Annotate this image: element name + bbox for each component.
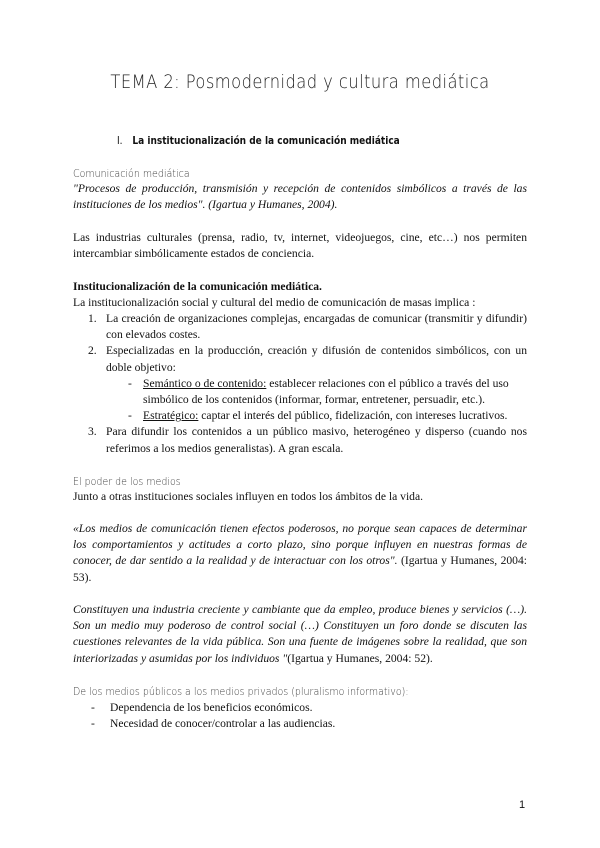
list-item <box>73 424 527 456</box>
poder-quote-2 <box>73 602 527 667</box>
dash-marker: - <box>91 717 95 731</box>
list-item <box>73 343 527 424</box>
item-text: Dependencia de los beneficios económicos. <box>110 701 313 714</box>
sublist-label: Semántico o de contenido: <box>143 376 267 390</box>
poder-paragraph: Junto a otras instituciones sociales influyen en todos los ámbitos de la vida. <box>73 490 424 503</box>
instit-intro: La institucionalización social y cultural del medio de comunicación de masas implica : <box>73 296 476 309</box>
item-text: Necesidad de conocer/controlar a las audiencias. <box>110 717 336 731</box>
dash-marker: - <box>91 701 95 714</box>
item-text: Para difundir los contenidos a un público masivo, heterogéneo y disperso (cuando nos referimos a los medios generalistas). A gran escala. <box>106 425 527 455</box>
sublist-text: establecer relaciones con el público a través del uso simbólico de los contenidos (informar, formar, entretener, persuadir, etc.). <box>143 376 509 407</box>
quote-text: Constituyen una industria creciente y cambiante que da empleo, produce bienes y servicios (…). Son un medio muy poderoso de control social (…) Constituyen un foro donde se discuten las cuestiones relevantes de la vida pública. Son una fuente de imágenes sobre la realidad, que son interiorizadas y asumidas por los individuos " <box>73 603 527 665</box>
sublist-label: Estratégico: <box>143 409 199 423</box>
sublist-item <box>106 376 527 408</box>
item-number: 2. <box>88 344 97 358</box>
subheading-publicos: De los medios públicos a los medios privados (pluralismo informativo): <box>73 685 409 698</box>
sublist-item <box>106 408 527 424</box>
section-number: I. <box>117 134 123 147</box>
publicos-list <box>73 700 527 732</box>
instit-heading: Institucionalización de la comunicación mediática. <box>73 280 322 293</box>
item-number: 3. <box>88 425 97 439</box>
instit-list <box>73 311 527 457</box>
sublist-text: captar el interés del público, fidelización, con intereses lucrativos. <box>198 409 508 423</box>
list-item <box>73 700 527 716</box>
document-title: TEMA 2: Posmodernidad y cultura mediática <box>110 71 490 93</box>
item-text: La creación de organizaciones complejas, encargadas de comunicar (transmitir y difundir) con elevados costes. <box>106 312 527 342</box>
quote-text: «Los medios de comunicación tienen efectos poderosos, no porque sean capaces de determinar los comportamientos y actitudes a corto plazo, sino porque influyen en nuestras formas de conocer, de dar sentido a la realidad y de interactuar con los otros". <box>73 522 527 568</box>
poder-quote-1 <box>73 521 527 586</box>
page-number: 1 <box>519 799 526 811</box>
section-heading <box>117 133 400 149</box>
quote-citation: (Igartua y Humanes, 2004: 53). <box>73 554 527 584</box>
industrias-paragraph: Las industrias culturales (prensa, radio, tv, internet, videojuegos, cine, etc…) nos permiten intercambiar simbólicamente estados de conciencia. <box>73 231 527 261</box>
item-text: Especializadas en la producción, creación y difusión de contenidos simbólicos, con un doble objetivo: <box>106 344 527 374</box>
definition-quote: "Procesos de producción, transmisión y recepción de contenidos simbólicos a través de las instituciones de los medios". (Igartua y Humanes, 2004). <box>73 182 527 212</box>
section-title: La institucionalización de la comunicación mediática <box>132 134 400 147</box>
dash-marker: - <box>128 409 132 423</box>
list-item <box>73 716 527 732</box>
subheading-poder: El poder de los medios <box>73 475 181 488</box>
objetivo-sublist <box>106 376 527 425</box>
quote-citation: (Igartua y Humanes, 2004: 52). <box>287 651 433 665</box>
item-number: 1. <box>88 312 97 325</box>
dash-marker: - <box>128 376 132 390</box>
subheading-comunicacion: Comunicación mediática <box>73 167 190 180</box>
list-item <box>73 311 527 343</box>
